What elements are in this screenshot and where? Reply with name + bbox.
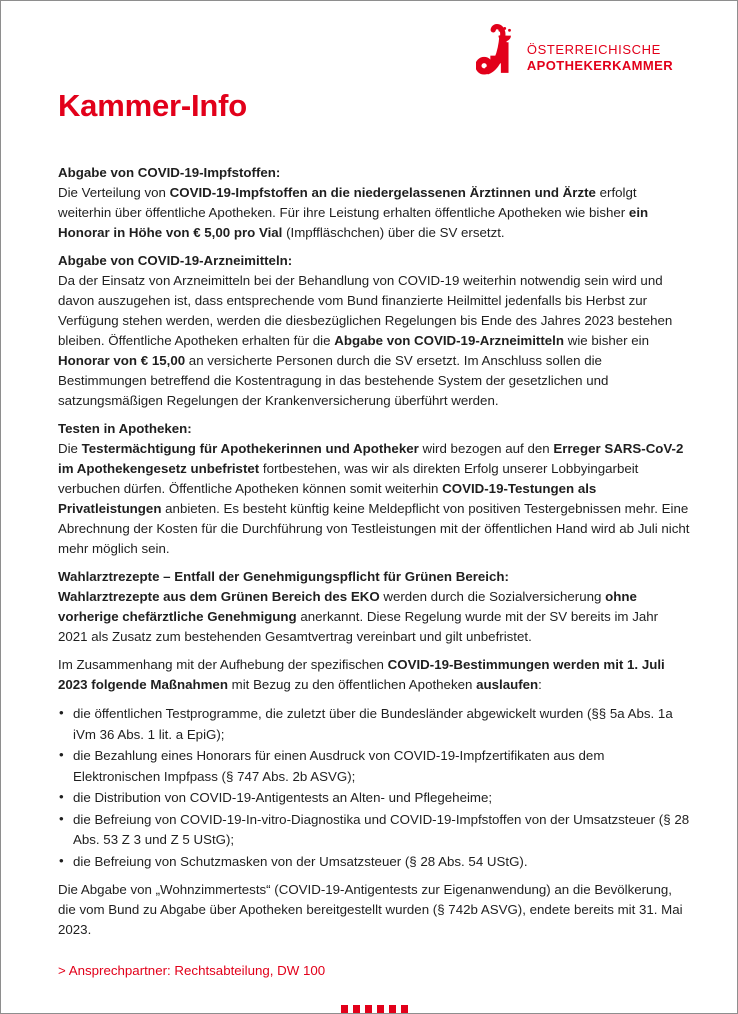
section-testen: [58, 419, 691, 559]
list-item: • die Distribution von COVID-19-Antigentests an Alten- und Pflegeheime;: [58, 788, 691, 809]
apothekerkammer-apotheke-a-icon: [476, 21, 520, 75]
list-item: • die Befreiung von Schutzmasken von der Umsatzsteuer (§ 28 Abs. 54 UStG).: [58, 852, 691, 873]
page-title: Kammer-Info: [58, 88, 247, 123]
section-paragraph: Wahlarztrezepte aus dem Grünen Bereich des EKO werden durch die Sozialversicherung ohne vorherige chefärztliche Genehmigung anerkannt. Diese Regelung wurde mit der SV bereits im Jahr 2021 als Zusatz zum bestehenden Gesamtvertrag vereinbart und gilt unbefristet.: [58, 589, 659, 644]
section-paragraph: Die Testermächtigung für Apothekerinnen und Apotheker wird bezogen auf den Erreger SARS-CoV-2 im Apothekengesetz unbefristet fortbestehen, was wir als direkten Erfolg unserer Lobbyingarbeit verbuchen dürfen. Öffentliche Apotheken können somit weiterhin COVID-19-Testungen als Privatleistungen anbieten. Es besteht künftig keine Meldepflicht von positiven Testergebnissen mehr. Eine Abrechnung der Kosten für die Durchführung von Testleistungen mit der öffentlichen Hand wird ab Juli nicht mehr möglich sein.: [58, 441, 690, 556]
section-impfstoffe: [58, 163, 691, 243]
brand-line1: ÖSTERREICHISCHE: [526, 42, 661, 57]
section-heading: Wahlarztrezepte – Entfall der Genehmigungspflicht für Grünen Bereich:: [58, 569, 509, 584]
closing-paragraph: Die Abgabe von „Wohnzimmertests“ (COVID-19-Antigentests zur Eigenanwendung) an die Bevölkerung, die vom Bund zu Abgabe über Apotheken bereitgestellt wurden (§ 742b ASVG), endete bereits mit 31. Mai 2023.: [58, 882, 683, 937]
list-item: • die Bezahlung eines Honorars für einen Ausdruck von COVID-19-Impfzertifikaten aus dem Elektronischen Impfpass (§ 747 Abs. 2b ASVG);: [58, 746, 691, 787]
brand-logo: [476, 21, 673, 75]
measures-list: [58, 704, 691, 872]
section-heading: Abgabe von COVID-19-Impfstoffen:: [58, 165, 281, 180]
section-paragraph: Da der Einsatz von Arzneimitteln bei der Behandlung von COVID-19 weiterhin notwendig sein wird und davon auszugehen ist, dass entsprechende vom Bund finanzierte Heilmittel jedenfalls bis Herbst zur Verfügung stehen werden, werden die diesbezüglichen Regelungen bis Ende des Jahres 2023 bestehen bleiben. Öffentliche Apotheken erhalten für die Abgabe von COVID-19-Arzneimitteln wie bisher ein Honorar von € 15,00 an versicherte Personen durch die SV ersetzt. Im Anschluss sollen die Bestimmungen betreffend die Kostentragung in das bestehende System der gesetzlichen und satzungsmäßigen Regelungen der Krankenversicherung überführt werden.: [58, 273, 673, 408]
section-wahlarztrezepte: [58, 567, 691, 647]
section-paragraph: Die Verteilung von COVID-19-Impfstoffen an die niedergelassenen Ärztinnen und Ärzte erfolgt weiterhin über öffentliche Apotheken. Für ihre Leistung erhalten öffentliche Apotheken wie bisher ein Honorar in Höhe von € 5,00 pro Vial (Impffläschchen) über die SV ersetzt.: [58, 185, 649, 240]
brand-wordmark: [527, 42, 673, 75]
measures-intro: Im Zusammenhang mit der Aufhebung der spezifischen COVID-19-Bestimmungen werden mit 1. Juli 2023 folgende Maßnahmen mit Bezug zu den öffentlichen Apotheken auslaufen:: [58, 657, 665, 692]
contact-line: > Ansprechpartner: Rechtsabteilung, DW 100: [58, 963, 326, 978]
document-content: [1, 89, 737, 1014]
list-item: • die öffentlichen Testprogramme, die zuletzt über die Bundesländer abgewickelt wurden (§§ 5a Abs. 1a iVm 36 Abs. 1 lit. a EpiG);: [58, 704, 691, 745]
section-heading: Testen in Apotheken:: [58, 421, 192, 436]
separator-dots: [58, 1005, 691, 1014]
document-body: [58, 163, 691, 1014]
list-item: • die Befreiung von COVID-19-In-vitro-Diagnostika und COVID-19-Impfstoffen von der Umsatzsteuer (§ 28 Abs. 53 Z 3 und Z 5 UStG);: [58, 810, 691, 851]
page-header: [1, 1, 737, 75]
section-heading: Abgabe von COVID-19-Arzneimitteln:: [58, 253, 293, 268]
brand-line2: APOTHEKERKAMMER: [526, 58, 673, 73]
section-arzneimittel: [58, 251, 691, 411]
